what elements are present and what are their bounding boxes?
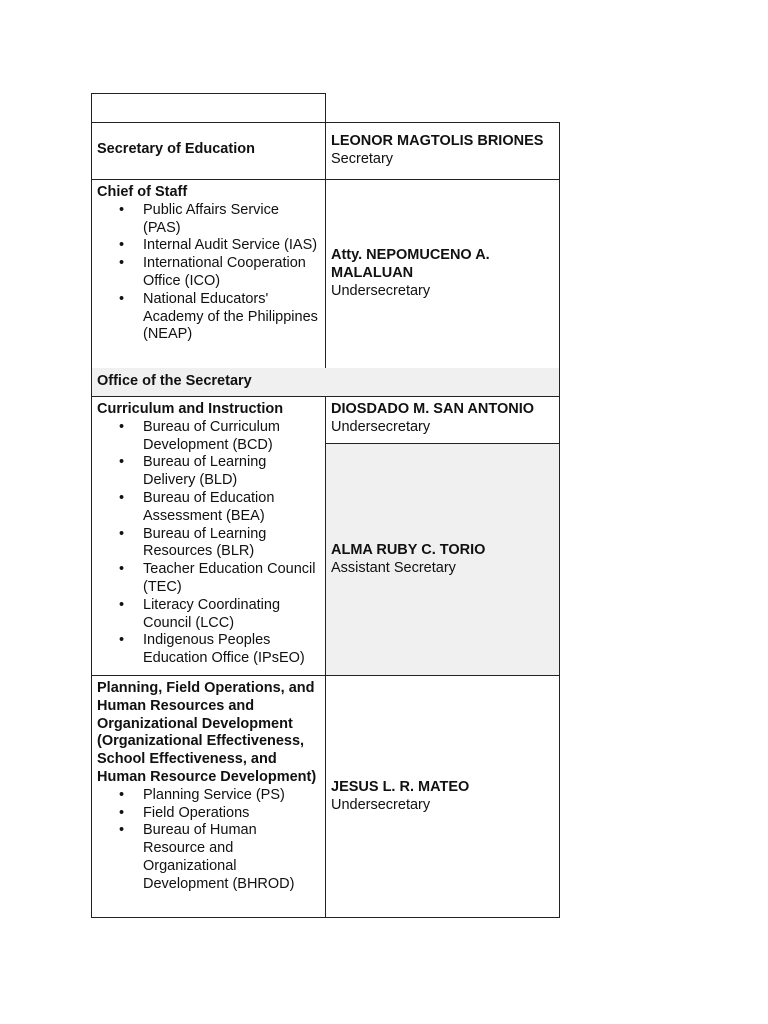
unit-list [97,419,319,668]
bullet-icon: • [119,561,125,578]
list-item: • Public Affairs Service (PAS) [119,201,279,236]
unit-list [97,787,319,894]
bullet-icon: • [119,454,125,471]
list-item: • Teacher Education Council (TEC) [119,561,316,595]
office-cell-planning [92,676,325,917]
official-name: Atty. NEPOMUCENO A. MALALUAN [331,247,490,282]
bullet-icon: • [119,632,125,649]
official-title: Secretary [331,151,394,167]
list-item: • Bureau of Human Resource and Organizational Development (BHROD) [119,822,295,892]
office-cell-curriculum [92,397,325,675]
office-heading: Planning, Field Operations, and Human Resources and Organizational Development (Organizational Effectiveness, School Effectiveness, and Human Resource Development) [97,680,317,785]
list-item: • Field Operations [119,804,250,821]
bullet-icon: • [119,255,125,272]
office-heading: Curriculum and Instruction [97,401,284,417]
office-cell-chief-of-staff [92,180,325,368]
official-title: Undersecretary [331,796,431,813]
bullet-icon: • [119,804,125,821]
list-item: • Indigenous Peoples Education Office (IPsEO) [119,632,305,667]
bullet-icon: • [119,201,125,218]
list-item: • Internal Audit Service (IAS) [119,237,318,254]
bullet-icon: • [119,237,125,254]
list-item: • Bureau of Learning Resources (BLR) [119,525,267,560]
official-name: JESUS L. R. MATEO [331,778,470,795]
official-name: LEONOR MAGTOLIS BRIONES [331,133,544,150]
bullet-icon: • [119,489,125,506]
official-cell-chief-of-staff [326,180,559,368]
list-item: • International Cooperation Office (ICO) [119,255,306,289]
bullet-icon: • [119,822,125,839]
section-heading: Office of the Secretary [97,373,252,389]
bullet-icon: • [119,418,125,435]
official-title: Assistant Secretary [331,559,456,576]
official-name: ALMA RUBY C. TORIO [331,541,486,558]
list-item: • Planning Service (PS) [119,786,285,803]
official-title: Undersecretary [331,282,431,299]
official-cell-planning [326,676,559,917]
unit-list [97,202,319,344]
bullet-icon: • [119,290,125,307]
office-heading: Secretary of Education [97,141,255,157]
empty-header-cell [92,94,325,122]
office-heading: Chief of Staff [97,184,188,200]
official-cell-secretary [326,123,559,179]
list-item: • Literacy Coordinating Council (LCC) [119,596,281,631]
bullet-icon: • [119,596,125,613]
list-item: • Bureau of Education Assessment (BEA) [119,489,275,524]
office-cell-secretary [92,123,325,179]
bullet-icon: • [119,786,125,803]
list-item: • Bureau of Learning Delivery (BLD) [119,454,267,489]
official-cell-curriculum-undersecretary [326,397,559,443]
section-heading-cell [92,369,559,396]
official-title: Undersecretary [331,418,431,435]
official-name: DIOSDADO M. SAN ANTONIO [331,401,535,417]
list-item: • Bureau of Curriculum Development (BCD) [119,418,280,453]
bullet-icon: • [119,525,125,542]
list-item: • National Educators' Academy of the Philippines (NEAP) [119,290,318,343]
official-cell-curriculum-assistant-secretary [326,444,559,675]
